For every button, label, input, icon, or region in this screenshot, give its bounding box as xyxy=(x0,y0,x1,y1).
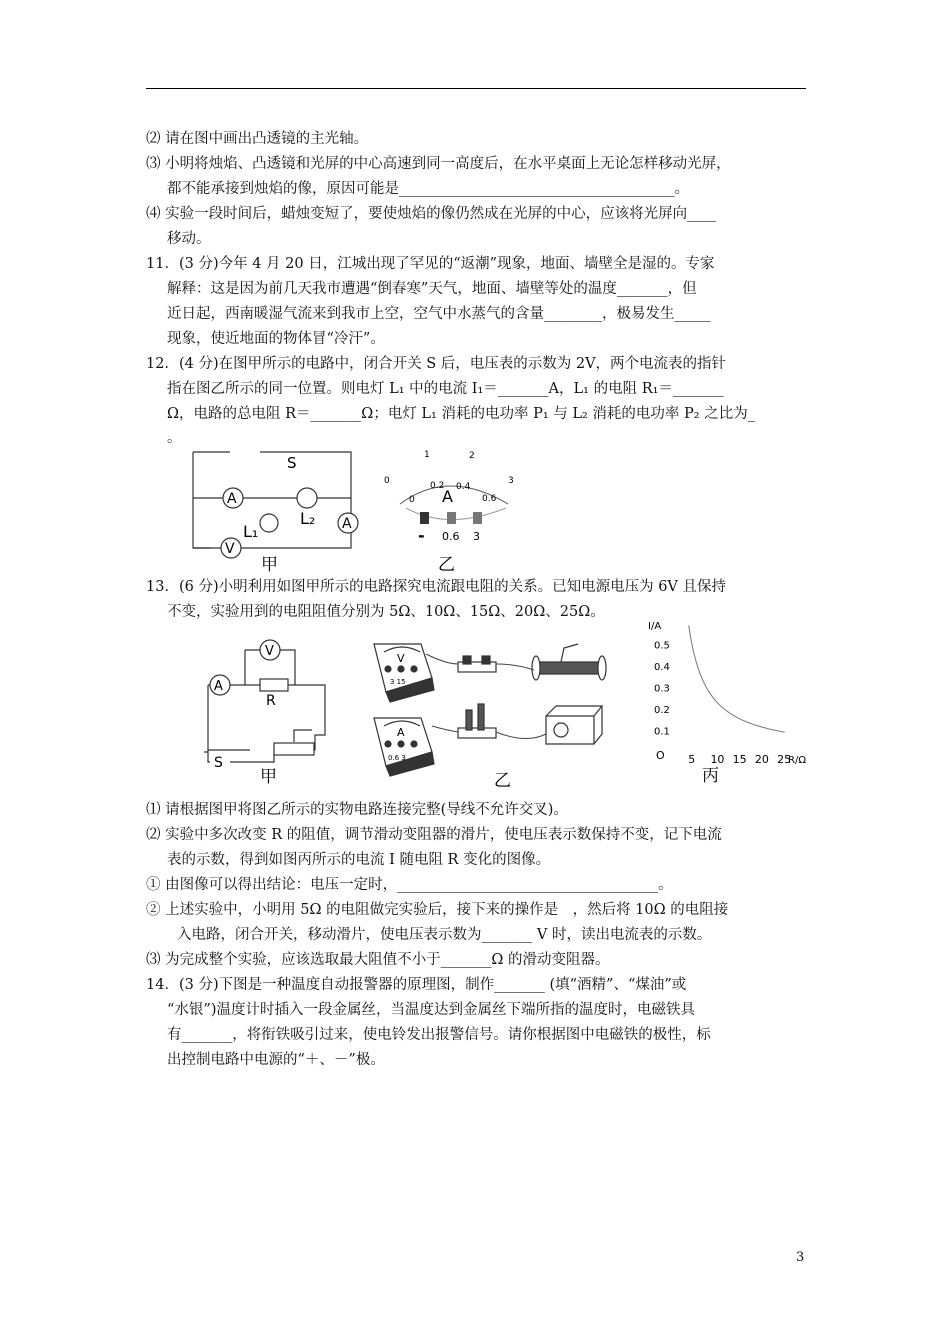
fig13-resistor: R xyxy=(266,693,276,709)
q11-l3: 近日起，西南暖湿气流来到我市上空，空气中水蒸气的含量________，极易发生_____ xyxy=(167,306,711,322)
graph-ytick-label: 0.1 xyxy=(654,726,670,738)
fig12-ammeter2: A xyxy=(342,516,352,532)
fig12-inner-3: 0.6 xyxy=(482,494,497,504)
q10-2: ⑵ 请在图中画出凸透镜的主光轴。 xyxy=(146,131,369,147)
fig13-yi-caption: 乙 xyxy=(494,771,511,790)
q14: 14．(3 分)下图是一种温度自动报警器的原理图，制作_______ (填“酒精”、“煤油”或 xyxy=(146,977,687,993)
fig12-lamp1: L₁ xyxy=(243,522,259,541)
graph-ytick-label: 0.2 xyxy=(654,705,670,717)
fig13-bing-graph xyxy=(640,615,822,795)
fig12-lamp2: L₂ xyxy=(300,509,316,528)
fig13-yi-a-terminals: 0.6 3 xyxy=(388,754,406,762)
q13-1: ⑴ 请根据图甲将图乙所示的实物电路连接完整(导线不允许交叉)。 xyxy=(146,802,568,818)
fig13-ammeter: A xyxy=(214,679,223,694)
fig13-yi-v-terminals: 3 15 xyxy=(390,678,406,686)
graph-xlabel: R/Ω xyxy=(788,755,806,766)
page-number: 3 xyxy=(796,1250,805,1265)
q14-l4: 出控制电路中电源的“＋、－”极。 xyxy=(167,1052,385,1068)
fig13-voltmeter: V xyxy=(265,644,274,659)
fig12-ammeter1: A xyxy=(227,491,237,507)
q10-4-cont: 移动。 xyxy=(167,231,211,247)
q12-l3: Ω，电路的总电阻 R＝_______Ω；电灯 L₁ 消耗的电功率 P₁ 与 L₂ 消耗的电功率 P₂ 之比为_ xyxy=(167,406,755,422)
fig12-inner-1: 0.2 xyxy=(430,481,445,491)
graph-ytick-label: 0.4 xyxy=(654,662,670,674)
fig13-yi-v-label: V xyxy=(397,652,405,665)
graph-xtick-label: 5 xyxy=(688,753,696,766)
fig12-terminal-3: 3 xyxy=(473,530,480,543)
graph-curve xyxy=(689,625,785,732)
q11: 11．(3 分)今年 4 月 20 日，江城出现了罕见的“返潮”现象，地面、墙壁全是湿的。专家 xyxy=(146,256,715,272)
fig13-yi-apparatus xyxy=(366,634,628,790)
q10-3: ⑶ 小明将烛焰、凸透镜和光屏的中心高速到同一高度后，在水平桌面上无论怎样移动光屏， xyxy=(146,156,731,172)
fig13-switch: S xyxy=(214,755,223,771)
q13: 13．(6 分)小明利用如图甲所示的电路探究电流跟电阻的关系。已知电源电压为 6V 且保持 xyxy=(146,579,727,595)
q10-3-cont: 都不能承接到烛焰的像，原因可能是______________________________________。 xyxy=(167,181,689,197)
q13-2: ⑵ 实验中多次改变 R 的阻值，调节滑动变阻器的滑片，使电压表示数保持不变，记下电流 xyxy=(146,827,722,843)
fig12-outer-2: 2 xyxy=(469,451,475,461)
graph-ytick-label: 0.3 xyxy=(654,683,670,695)
q13-3: ⑶ 为完成整个实验，应该选取最大阻值不小于_______Ω 的滑动变阻器。 xyxy=(146,952,610,968)
q12-l4: 。 xyxy=(167,430,182,446)
fig12-inner-2: 0.4 xyxy=(456,482,471,492)
fig12-inner-0: 0 xyxy=(409,495,415,505)
graph-xtick-label: 20 xyxy=(754,753,769,766)
fig12-jia-caption: 甲 xyxy=(261,555,278,575)
q13-2-b-cont: 入电路，闭合开关，移动滑片，使电压表示数为_______ V 时，读出电流表的示数。 xyxy=(177,927,712,943)
fig12-yi-ammeter xyxy=(378,446,528,576)
q13-2-b: ② 上述实验中，小明用 5Ω 的电阻做完实验后，接下来的操作是 ，然后将 10Ω 的电阻接 xyxy=(146,902,729,918)
q11-l2: 解释：这是因为前几天我市遭遇“倒春寒”天气，地面、墙壁等处的温度_______，但 xyxy=(167,281,697,297)
fig12-outer-0: 0 xyxy=(384,476,390,486)
graph-origin: O xyxy=(656,749,665,762)
fig12-voltmeter: V xyxy=(225,541,235,557)
q13-2-a: ① 由图像可以得出结论：电压一定时，____________________________________。 xyxy=(146,877,673,893)
fig12-yi-caption: 乙 xyxy=(438,555,455,575)
graph-ylabel: I/A xyxy=(648,621,662,632)
graph-xtick-label: 15 xyxy=(732,753,747,766)
header-rule xyxy=(146,88,806,89)
q13-l2: 不变，实验用到的电阻阻值分别为 5Ω、10Ω、15Ω、20Ω、25Ω。 xyxy=(167,604,605,620)
q14-l2: “水银”)温度计时插入一段金属丝，当温度达到金属丝下端所指的温度时，电磁铁具 xyxy=(167,1002,695,1018)
fig13-jia-circuit xyxy=(200,630,340,790)
fig12-outer-3: 3 xyxy=(508,476,514,486)
q13-2-cont: 表的示数，得到如图丙所示的电流 I 随电阻 R 变化的图像。 xyxy=(167,852,551,868)
fig12-terminal-neg: - xyxy=(418,526,425,545)
q12: 12．(4 分)在图甲所示的电路中，闭合开关 S 后，电压表的示数为 2V，两个电流表的指针 xyxy=(146,356,727,372)
fig13-yi-a-label: A xyxy=(397,726,405,739)
graph-xtick-label: 25 xyxy=(777,753,792,766)
fig12-switch-label: S xyxy=(287,454,297,472)
q12-l2: 指在图乙所示的同一位置。则电灯 L₁ 中的电流 I₁＝_______A，L₁ 的电阻 R₁＝_______ xyxy=(167,381,724,397)
fig12-outer-1: 1 xyxy=(424,450,430,460)
fig12-terminal-06: 0.6 xyxy=(442,530,460,543)
graph-xtick-label: 10 xyxy=(710,753,725,766)
fig13-jia-caption: 甲 xyxy=(260,767,277,787)
q10-4: ⑷ 实验一段时间后，蜡烛变短了，要使烛焰的像仍然成在光屏的中心，应该将光屏向____ xyxy=(146,206,717,222)
fig12-jia-circuit xyxy=(185,446,370,576)
q11-l4: 现象，使近地面的物体冒“冷汗”。 xyxy=(167,331,385,347)
q14-l3: 有_______，将衔铁吸引过来，使电铃发出报警信号。请你根据图中电磁铁的极性，标 xyxy=(167,1027,711,1043)
fig13-bing-caption: 丙 xyxy=(702,766,719,786)
fig12-unit: A xyxy=(442,487,453,506)
graph-ytick-label: 0.5 xyxy=(654,640,670,652)
